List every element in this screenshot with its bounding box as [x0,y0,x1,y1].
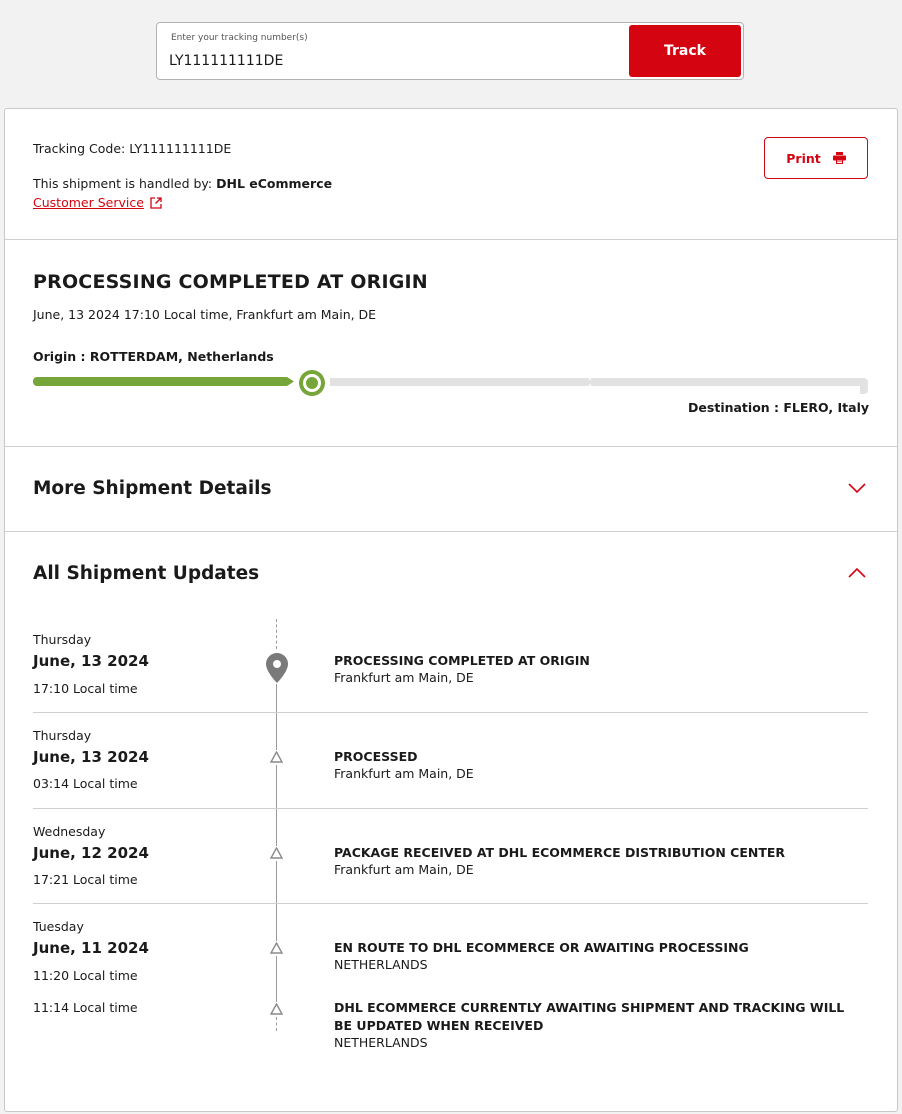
update-date: June, 13 2024 [33,652,149,670]
progress-current-marker [299,370,325,396]
handled-by-prefix: This shipment is handled by: [33,176,217,191]
divider [5,239,897,240]
external-link-icon [150,197,162,209]
row-divider [33,712,868,713]
update-date: June, 12 2024 [33,844,149,862]
chevron-down-icon [848,483,866,494]
update-location: NETHERLANDS [334,957,428,972]
tracking-input-label: Enter your tracking number(s) [171,33,308,43]
update-location: NETHERLANDS [334,1035,428,1050]
update-status: PROCESSED [334,749,418,764]
update-location: Frankfurt am Main, DE [334,766,474,781]
customer-service-link[interactable] [33,195,162,210]
timeline-line [276,713,277,750]
progress-pending-segment-2 [591,378,866,386]
row-divider [33,903,868,904]
triangle-marker-icon [270,1003,283,1015]
handled-by [33,176,332,191]
tracking-number-input[interactable] [169,50,619,72]
printer-icon [833,152,846,164]
progress-end-cap [860,378,868,394]
more-shipment-details-toggle[interactable] [5,447,897,531]
update-day: Thursday [33,728,92,743]
update-status: PACKAGE RECEIVED AT DHL ECOMMERCE DISTRIBUTION CENTER [334,845,786,860]
update-time: 17:21 Local time [33,872,138,887]
progress-arrow-tip [287,377,294,386]
triangle-marker-icon [270,847,283,859]
update-status: PROCESSING COMPLETED AT ORIGIN [334,653,590,668]
timeline-line [276,765,277,846]
customer-service-label: Customer Service [33,195,144,210]
update-time: 17:10 Local time [33,681,138,696]
progress-completed-segment [33,377,287,386]
all-updates-title: All Shipment Updates [33,563,260,584]
print-button[interactable] [764,137,868,179]
triangle-marker-icon [270,942,283,954]
more-details-title: More Shipment Details [33,478,272,499]
track-button[interactable]: Track [629,25,741,77]
update-location: Frankfurt am Main, DE [334,862,474,877]
timeline-line [276,861,277,941]
update-day: Thursday [33,632,92,647]
status-title: PROCESSING COMPLETED AT ORIGIN [33,271,428,293]
update-status: EN ROUTE TO DHL ECOMMERCE OR AWAITING PROCESSING [334,940,749,955]
chevron-up-icon [848,567,866,578]
update-location: Frankfurt am Main, DE [334,670,474,685]
all-shipment-updates-toggle[interactable] [5,532,897,602]
tracking-search-box [156,22,744,80]
timeline-line [276,956,277,1002]
destination-label: Destination : FLERO, Italy [688,400,869,415]
origin-label: Origin : ROTTERDAM, Netherlands [33,349,274,364]
location-pin-icon [266,653,288,683]
update-date: June, 13 2024 [33,748,149,766]
status-datetime-location: June, 13 2024 17:10 Local time, Frankfurt am Main, DE [33,307,377,322]
update-status: DHL ECOMMERCE CURRENTLY AWAITING SHIPMENT AND TRACKING WILL BE UPDATED WHEN RECEIVED [334,1000,845,1033]
tracking-code: Tracking Code: LY111111111DE [33,141,232,156]
print-label: Print [786,150,821,166]
update-date: June, 11 2024 [33,939,149,957]
row-divider [33,808,868,809]
timeline-dashed-line-top [276,619,277,649]
update-time: 03:14 Local time [33,776,138,791]
update-day: Wednesday [33,824,106,839]
update-time: 11:20 Local time [33,968,138,983]
update-day: Tuesday [33,919,84,934]
update-time: 11:14 Local time [33,1000,138,1015]
carrier-name: DHL eCommerce [216,176,333,191]
timeline-dashed-line-bottom [276,1017,277,1031]
shipment-panel [4,108,898,1112]
triangle-marker-icon [270,751,283,763]
progress-pending-segment-1 [330,378,588,386]
